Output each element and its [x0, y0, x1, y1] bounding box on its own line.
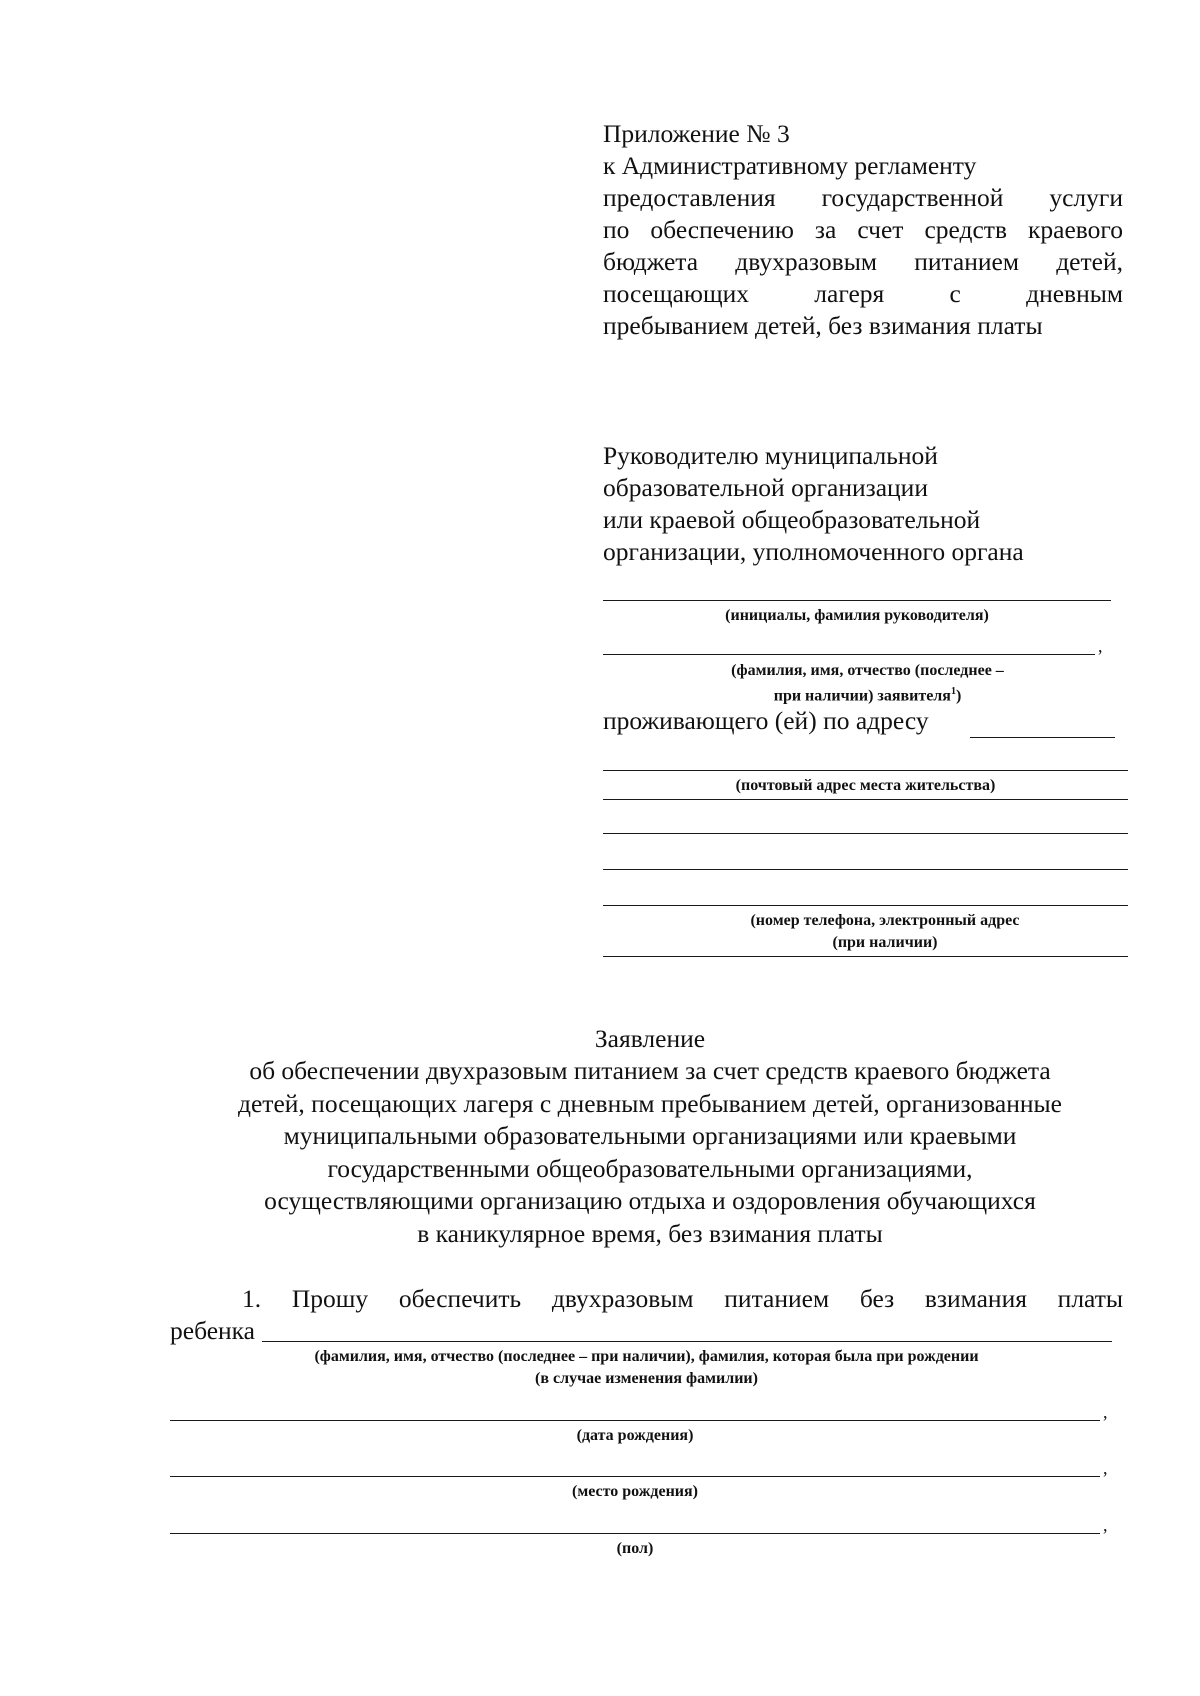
subtitle-line: государственными общеобразовательными организациями, — [327, 1153, 973, 1183]
address-field-4[interactable] — [603, 869, 1128, 870]
appendix-line: пребыванием детей, без взимания платы — [603, 311, 1043, 340]
footnote-mark: 1 — [950, 686, 956, 697]
sex-caption: (пол) — [616, 1540, 654, 1557]
head-name-field[interactable] — [603, 600, 1111, 601]
addressee-line: образовательной организации — [603, 473, 928, 502]
contact-caption-line1: (номер телефона, электронный адрес — [750, 912, 1020, 929]
statement-title-block — [150, 1023, 1150, 1250]
contact-caption-line2: (при наличии) — [832, 934, 938, 951]
birthplace-caption: (место рождения) — [572, 1483, 698, 1500]
comma-mark: , — [1098, 636, 1103, 656]
applicant-name-field[interactable] — [603, 654, 1095, 655]
address-field-inline[interactable] — [970, 737, 1115, 738]
contact-field[interactable] — [603, 905, 1128, 906]
child-label: ребенка — [170, 1316, 255, 1345]
birthplace-field[interactable] — [170, 1533, 1100, 1534]
applicant-caption-line1: (фамилия, имя, отчество (последнее – — [731, 662, 1004, 679]
contact-field-bottom[interactable] — [603, 956, 1128, 957]
subtitle-line: осуществляющими организацию отдыха и оздоровления обучающихся — [264, 1186, 1036, 1215]
address-caption: (почтовый адрес места жительства) — [735, 777, 996, 794]
residing-label: проживающего (ей) по адресу — [603, 706, 929, 735]
addressee-line: или краевой общеобразовательной — [603, 505, 981, 534]
subtitle-line: муниципальными образовательными организациями или краевыми — [283, 1121, 1017, 1150]
appendix-line: предоставления государственной услуги — [603, 183, 1123, 212]
birthdate-field[interactable] — [170, 1476, 1100, 1477]
appendix-line: по обеспечению за счет средств краевого — [603, 215, 1123, 244]
request-paragraph — [170, 1283, 1123, 1347]
appendix-line: к Административному регламенту — [603, 151, 977, 180]
subtitle-line: в каникулярное время, без взимания платы — [417, 1218, 883, 1248]
applicant-caption-text: при наличии) заявителя — [773, 687, 951, 705]
appendix-line: бюджета двухразовым питанием детей, — [603, 247, 1123, 276]
address-field-2[interactable] — [603, 799, 1128, 800]
child-name-field-2[interactable] — [170, 1420, 1100, 1421]
child-caption-line1: (фамилия, имя, отчество (последнее – при наличии), фамилия, которая была при рождении — [314, 1348, 979, 1365]
addressee-line: организации, уполномоченного органа — [603, 537, 1024, 566]
appendix-block — [603, 118, 1123, 342]
applicant-caption-close: ) — [955, 687, 962, 705]
subtitle-line: об обеспечении двухразовым питанием за счет средств краевого бюджета — [249, 1056, 1051, 1085]
birthdate-caption: (дата рождения) — [576, 1427, 694, 1444]
address-field-1[interactable] — [603, 770, 1128, 771]
address-field-3[interactable] — [603, 833, 1128, 834]
head-name-caption: (инициалы, фамилия руководителя) — [725, 607, 989, 624]
statement-subtitle — [150, 1055, 1150, 1250]
addressee-line: Руководителю муниципальной — [603, 441, 938, 470]
subtitle-line: детей, посещающих лагеря с дневным пребыванием детей, организованные — [238, 1088, 1062, 1118]
child-name-field[interactable] — [262, 1341, 1112, 1342]
child-caption-line2: (в случае изменения фамилии) — [535, 1370, 758, 1387]
statement-heading: Заявление — [594, 1024, 706, 1053]
applicant-caption-line2 — [700, 681, 1035, 706]
comma-mark: , — [1103, 1515, 1108, 1535]
comma-mark: , — [1103, 1458, 1108, 1478]
request-item-1: 1. Прошу обеспечить двухразовым питанием без взимания платы — [242, 1284, 1123, 1313]
addressee-block — [603, 440, 1123, 568]
appendix-line: Приложение № 3 — [603, 119, 790, 148]
appendix-line: посещающих лагеря с дневным — [603, 279, 1123, 308]
comma-mark: , — [1103, 1402, 1108, 1422]
